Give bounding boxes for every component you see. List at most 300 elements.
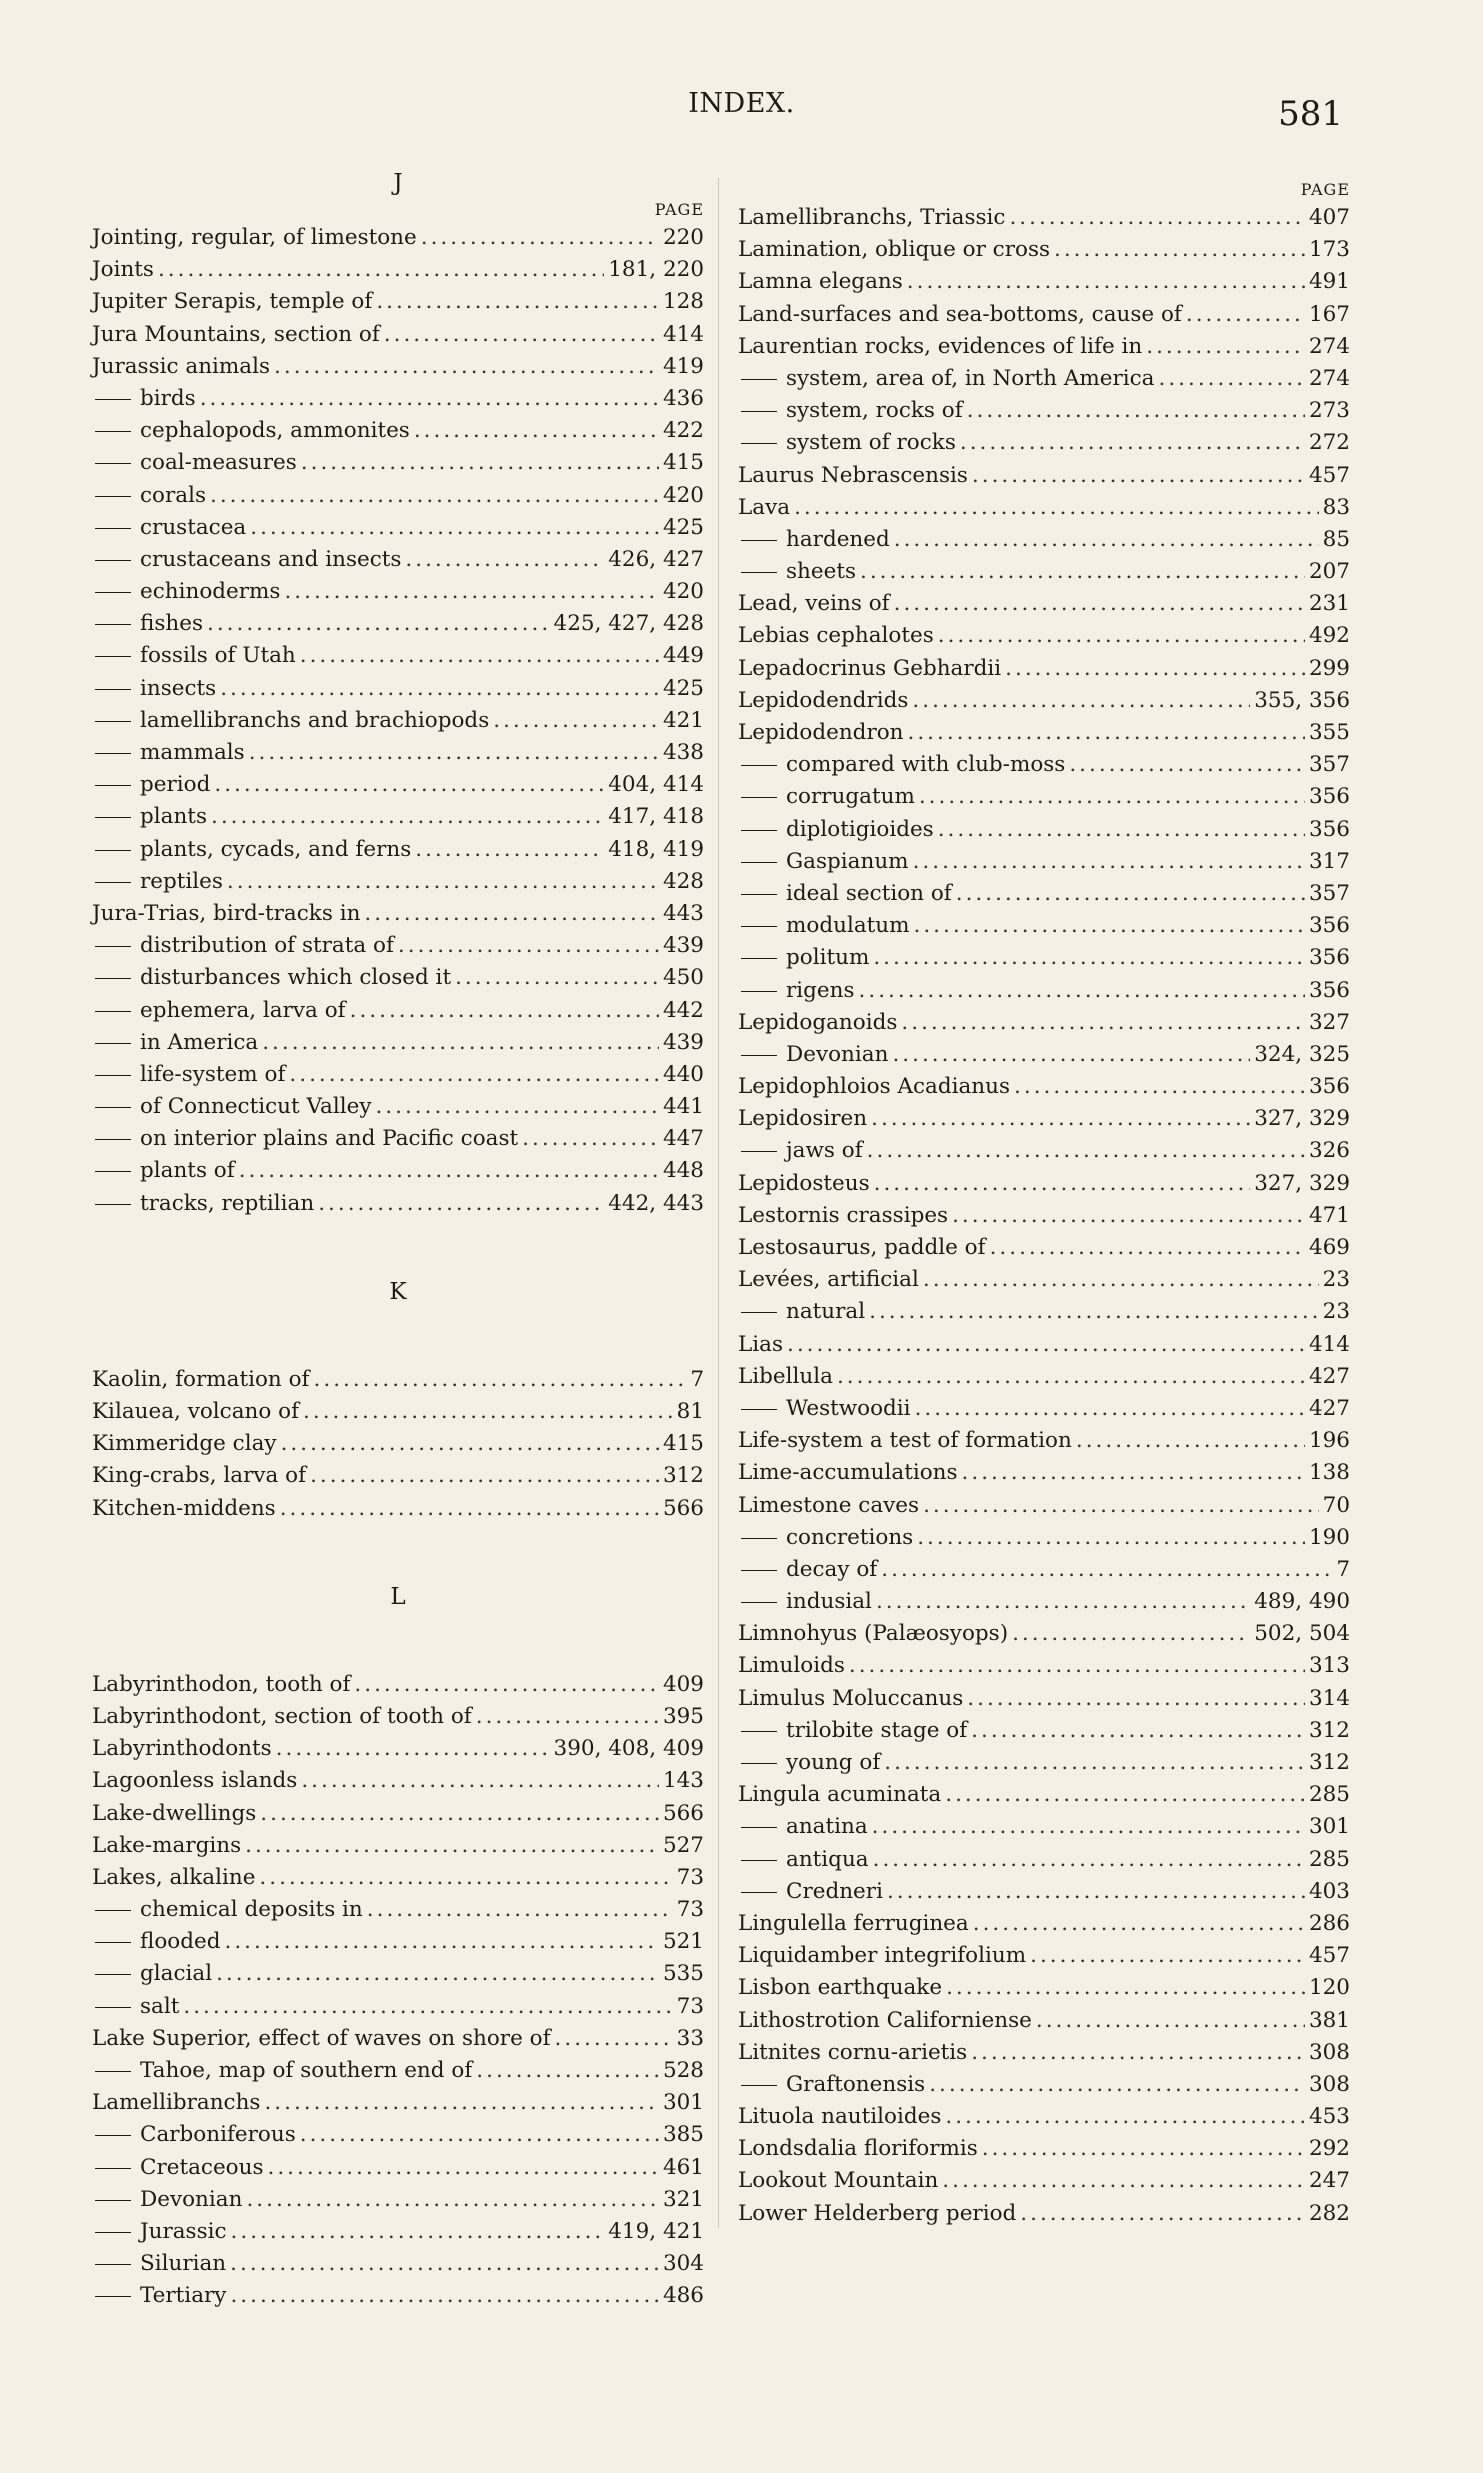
- section-letter-k: K: [389, 1278, 407, 1305]
- entry-term: Lepidodendrids: [738, 687, 909, 713]
- dot-leader: [859, 975, 1305, 1007]
- entry-term: Lisbon earthquake: [738, 1975, 943, 2001]
- dot-leader: [405, 544, 604, 576]
- entry-term: insects: [92, 673, 216, 705]
- entry-term: Labyrinthodont, section of tooth of: [92, 1703, 472, 1729]
- entry-pages: 285: [1308, 1782, 1350, 1808]
- dot-leader: [967, 395, 1305, 427]
- dot-leader: [276, 1733, 550, 1765]
- entry-pages: 471: [1308, 1202, 1350, 1228]
- entry-pages: 247: [1308, 2168, 1350, 2194]
- dot-leader: [262, 1027, 659, 1059]
- index-entry: [92, 1364, 704, 1396]
- dot-leader: [493, 705, 659, 737]
- entry-pages: 420: [662, 482, 704, 508]
- entry-pages: 441: [662, 1094, 704, 1120]
- entry-term: compared with club-moss: [738, 749, 1065, 781]
- entry-pages: 450: [662, 965, 704, 991]
- entry-pages: 414: [1308, 1331, 1350, 1357]
- entry-term: indusial: [738, 1586, 872, 1618]
- entry-term: trilobite stage of: [738, 1715, 967, 1747]
- dot-leader: [245, 1830, 659, 1862]
- index-subentry: [738, 1586, 1350, 1618]
- dot-leader: [1012, 1618, 1250, 1650]
- entry-pages: 356: [1308, 784, 1350, 810]
- entry-pages: 327, 329: [1254, 1170, 1350, 1196]
- index-entry: [738, 234, 1350, 266]
- entry-pages: 427: [1308, 1363, 1350, 1389]
- entry-term: Lamination, oblique or cross: [738, 237, 1051, 263]
- entry-term: ideal section of: [738, 878, 952, 910]
- index-subentry: [92, 383, 704, 415]
- entry-term: Graftonensis: [738, 2069, 925, 2101]
- entry-term: disturbances which closed it: [92, 962, 451, 994]
- dot-leader: [210, 480, 659, 512]
- index-entry: [738, 1200, 1350, 1232]
- entry-pages: 301: [662, 2090, 704, 2116]
- entry-pages: 357: [1308, 752, 1350, 778]
- dot-leader: [894, 524, 1319, 556]
- dot-leader: [849, 1650, 1305, 1682]
- entry-term: Labyrinthodon, tooth of: [92, 1671, 351, 1697]
- dot-leader: [873, 942, 1305, 974]
- index-subentry: [92, 1091, 704, 1123]
- entry-pages: 492: [1308, 623, 1350, 649]
- entry-term: Lamellibranchs: [92, 2090, 261, 2116]
- dot-leader: [1036, 2005, 1305, 2037]
- index-entry: [92, 254, 704, 286]
- dot-leader: [227, 866, 659, 898]
- entry-term: Lamna elegans: [738, 269, 903, 295]
- index-subentry: [738, 1876, 1350, 1908]
- index-entry: [92, 1798, 704, 1830]
- entry-pages: 453: [1308, 2104, 1350, 2130]
- index-subentry: [738, 556, 1350, 588]
- dot-leader: [913, 846, 1305, 878]
- section-gap: [92, 1316, 704, 1364]
- dot-leader: [971, 1715, 1305, 1747]
- dot-leader: [220, 673, 659, 705]
- entry-term: reptiles: [92, 866, 223, 898]
- entry-term: Limestone caves: [738, 1492, 920, 1518]
- entry-pages: 461: [662, 2154, 704, 2180]
- entry-pages: 356: [1308, 977, 1350, 1003]
- entry-pages: 404, 414: [608, 772, 704, 798]
- entry-term: coal-measures: [92, 447, 297, 479]
- entry-pages: 357: [1308, 880, 1350, 906]
- index-entry: [738, 620, 1350, 652]
- section-gap: [92, 1525, 704, 1573]
- dot-leader: [301, 447, 659, 479]
- entry-term: Lebias cephalotes: [738, 623, 934, 649]
- entry-pages: 457: [1308, 1943, 1350, 1969]
- index-subentry: [738, 1135, 1350, 1167]
- dot-leader: [264, 2087, 658, 2119]
- dot-leader: [300, 2119, 659, 2151]
- index-entry: [738, 1457, 1350, 1489]
- dot-leader: [873, 1844, 1305, 1876]
- entry-pages: 313: [1308, 1653, 1350, 1679]
- entry-pages: 7: [1336, 1556, 1350, 1582]
- entry-pages: 274: [1308, 365, 1350, 391]
- entry-pages: 355, 356: [1254, 687, 1350, 713]
- index-subentry: [738, 781, 1350, 813]
- index-subentry: [738, 1296, 1350, 1328]
- entry-pages: 167: [1308, 301, 1350, 327]
- index-subentry: [92, 544, 704, 576]
- entry-pages: 321: [662, 2186, 704, 2212]
- entry-pages: 299: [1308, 655, 1350, 681]
- entry-term: corals: [92, 480, 206, 512]
- entry-term: sheets: [738, 556, 856, 588]
- index-subentry: [738, 1844, 1350, 1876]
- dot-leader: [274, 351, 659, 383]
- dot-leader: [945, 1779, 1305, 1811]
- index-subentry: [738, 1715, 1350, 1747]
- index-subentry: [738, 1522, 1350, 1554]
- entry-pages: 469: [1308, 1235, 1350, 1260]
- entry-pages: 425, 427, 428: [553, 611, 704, 637]
- entry-pages: 85: [1322, 526, 1350, 552]
- dot-leader: [971, 2037, 1305, 2069]
- entry-term: Jura Mountains, section of: [92, 321, 380, 347]
- dot-leader: [421, 222, 659, 254]
- entry-term: cephalopods, ammonites: [92, 415, 410, 447]
- entry-pages: 274: [1308, 333, 1350, 359]
- entry-pages: 528: [662, 2058, 704, 2083]
- entry-pages: 73: [676, 1897, 704, 1923]
- dot-leader: [787, 1329, 1305, 1361]
- dot-leader: [1014, 1071, 1305, 1103]
- index-entry: [738, 1425, 1350, 1457]
- dot-leader: [384, 319, 659, 351]
- entry-pages: 566: [662, 1495, 704, 1521]
- entry-pages: 381: [1308, 2007, 1350, 2033]
- dot-leader: [938, 620, 1305, 652]
- entry-term: Lakes, alkaline: [92, 1864, 256, 1890]
- page-header: [0, 88, 1483, 138]
- index-entry: [738, 1071, 1350, 1103]
- entry-pages: 120: [1308, 1975, 1350, 2001]
- entry-term: Land-surfaces and sea-bottoms, cause of: [738, 301, 1182, 327]
- entry-term: Laurentian rocks, evidences of life in: [738, 333, 1143, 359]
- entry-term: modulatum: [738, 910, 910, 942]
- entry-term: echinoderms: [92, 576, 280, 608]
- entry-pages: 138: [1308, 1460, 1350, 1486]
- dot-leader: [973, 1908, 1305, 1940]
- dot-leader: [207, 608, 550, 640]
- dot-leader: [354, 1669, 659, 1701]
- entry-term: Lake-dwellings: [92, 1800, 257, 1826]
- entry-pages: 7: [690, 1366, 704, 1392]
- entry-term: Lepidosiren: [738, 1106, 868, 1132]
- dot-leader: [364, 898, 659, 930]
- entry-pages: 231: [1308, 591, 1350, 617]
- entry-pages: 449: [662, 643, 704, 669]
- section-letter-l: L: [390, 1583, 406, 1610]
- entry-term: Lingula acuminata: [738, 1782, 942, 1808]
- dot-leader: [230, 2280, 659, 2312]
- index-subentry: [92, 1027, 704, 1059]
- dot-leader: [1020, 2198, 1305, 2230]
- dot-leader: [314, 1364, 687, 1396]
- index-entry: [738, 1650, 1350, 1682]
- index-entry: [738, 202, 1350, 234]
- entry-term: glacial: [92, 1958, 212, 1990]
- entry-term: Cretaceous: [92, 2152, 264, 2184]
- entry-pages: 308: [1308, 2071, 1350, 2097]
- index-column-right: [738, 178, 1350, 2230]
- entry-term: Jointing, regular, of limestone: [92, 225, 417, 250]
- index-entry: [738, 1683, 1350, 1715]
- index-entry: [92, 222, 704, 254]
- index-subentry: [92, 930, 704, 962]
- entry-term: Lime-accumulations: [738, 1460, 958, 1486]
- entry-pages: 173: [1308, 237, 1350, 263]
- dot-leader: [280, 1493, 659, 1525]
- entry-term: Londsdalia floriformis: [738, 2136, 978, 2162]
- entry-pages: 220: [662, 225, 704, 250]
- entry-term: Jurassic animals: [92, 353, 271, 379]
- index-subentry: [738, 846, 1350, 878]
- entry-pages: 356: [1308, 913, 1350, 939]
- section-gap: [92, 1220, 704, 1268]
- entry-pages: 317: [1308, 848, 1350, 874]
- dot-leader: [894, 588, 1305, 620]
- index-subentry: [92, 447, 704, 479]
- entry-term: Lepidophloios Acadianus: [738, 1074, 1011, 1100]
- entry-term: Devonian: [738, 1039, 888, 1071]
- index-subentry: [92, 2280, 704, 2312]
- entry-pages: 81: [676, 1399, 704, 1424]
- dot-leader: [250, 512, 659, 544]
- entry-term: crustacea: [92, 512, 246, 544]
- entry-pages: 439: [662, 1029, 704, 1055]
- dot-leader: [216, 1958, 659, 1990]
- index-entry: [738, 2037, 1350, 2069]
- entry-term: Devonian: [92, 2184, 242, 2216]
- entry-pages: 448: [662, 1158, 704, 1184]
- index-entry: [738, 1329, 1350, 1361]
- dot-leader: [239, 1155, 659, 1187]
- index-entry: [738, 2005, 1350, 2037]
- index-entry: [92, 1460, 704, 1492]
- entry-term: Lituola nautiloides: [738, 2104, 942, 2130]
- section-gap: [92, 1621, 704, 1669]
- index-subentry: [92, 1894, 704, 1926]
- index-subentry: [92, 2152, 704, 2184]
- dot-leader: [310, 1460, 659, 1492]
- dot-leader: [967, 1683, 1305, 1715]
- entry-pages: 143: [662, 1768, 704, 1794]
- dot-leader: [946, 1972, 1305, 2004]
- entry-pages: 418, 419: [608, 836, 704, 862]
- dot-leader: [945, 2101, 1305, 2133]
- index-entry: [738, 299, 1350, 331]
- dot-leader: [375, 1091, 658, 1123]
- section-letter-j: J: [393, 170, 403, 196]
- dot-leader: [962, 1457, 1305, 1489]
- entry-pages: 407: [1308, 205, 1350, 230]
- dot-leader: [318, 1188, 604, 1220]
- dot-leader: [912, 685, 1250, 717]
- index-entry: [738, 1264, 1350, 1296]
- entry-term: Lepidosteus: [738, 1170, 870, 1196]
- entry-pages: 356: [1308, 816, 1350, 842]
- entry-pages: 23: [1322, 1267, 1350, 1293]
- entry-pages: 436: [662, 385, 704, 411]
- entry-pages: 427: [1308, 1395, 1350, 1421]
- dot-leader: [555, 2023, 673, 2055]
- dot-leader: [415, 834, 604, 866]
- dot-leader: [211, 801, 604, 833]
- dot-leader: [919, 781, 1305, 813]
- dot-leader: [952, 1200, 1305, 1232]
- index-subentry: [92, 576, 704, 608]
- dot-leader: [350, 995, 659, 1027]
- dot-leader: [246, 2184, 659, 2216]
- entry-term: chemical deposits in: [92, 1894, 363, 1926]
- dot-leader: [1054, 234, 1305, 266]
- entry-pages: 535: [662, 1961, 704, 1987]
- index-subentry: [92, 1926, 704, 1958]
- entry-pages: 428: [662, 868, 704, 894]
- index-subentry: [92, 1958, 704, 1990]
- dot-leader: [376, 286, 659, 318]
- entry-term: system, area of, in North America: [738, 363, 1154, 395]
- entry-pages: 457: [1308, 462, 1350, 488]
- entry-pages: 70: [1322, 1492, 1350, 1518]
- dot-leader: [300, 640, 659, 672]
- index-subentry: [738, 1039, 1350, 1071]
- index-subentry: [92, 2184, 704, 2216]
- dot-leader: [303, 1396, 673, 1428]
- entry-term: plants of: [92, 1155, 235, 1187]
- dot-leader: [887, 1876, 1305, 1908]
- entry-pages: 272: [1308, 430, 1350, 456]
- dot-leader: [231, 2216, 605, 2248]
- dot-leader: [1030, 1940, 1305, 1972]
- dot-leader: [929, 2069, 1305, 2101]
- entry-pages: 426, 427: [608, 546, 704, 572]
- index-subentry: [738, 395, 1350, 427]
- entry-term: Levées, artificial: [738, 1267, 919, 1293]
- dot-leader: [881, 1554, 1332, 1586]
- index-entry: [92, 1862, 704, 1894]
- dot-leader: [268, 2152, 659, 2184]
- entry-pages: 355: [1308, 720, 1350, 745]
- dot-leader: [956, 878, 1305, 910]
- dot-leader: [914, 910, 1305, 942]
- entry-term: Jurassic: [92, 2216, 227, 2248]
- index-subentry: [92, 962, 704, 994]
- dot-leader: [860, 556, 1305, 588]
- dot-leader: [908, 717, 1305, 749]
- dot-leader: [990, 1232, 1305, 1264]
- entry-term: Lookout Mountain: [738, 2168, 939, 2194]
- index-subentry: [92, 673, 704, 705]
- entry-pages: 414: [662, 321, 704, 347]
- index-entry: [92, 286, 704, 318]
- dot-leader: [1076, 1425, 1305, 1457]
- entry-term: in America: [92, 1027, 258, 1059]
- dot-leader: [476, 2055, 659, 2087]
- entry-term: Kitchen-middens: [92, 1495, 276, 1521]
- entry-term: Limulus Moluccanus: [738, 1685, 964, 1711]
- dot-leader: [1158, 363, 1304, 395]
- entry-term: Lava: [738, 494, 791, 520]
- entry-pages: 527: [662, 1832, 704, 1858]
- entry-pages: 312: [1308, 1717, 1350, 1743]
- entry-pages: 425: [662, 675, 704, 701]
- index-entry: [92, 1493, 704, 1525]
- dot-leader: [414, 415, 659, 447]
- entry-term: Gaspianum: [738, 846, 909, 878]
- dot-leader: [907, 266, 1305, 298]
- entry-pages: 327, 329: [1254, 1106, 1350, 1132]
- entry-term: distribution of strata of: [92, 930, 394, 962]
- index-entry: [738, 588, 1350, 620]
- index-entry: [92, 1830, 704, 1862]
- entry-term: of Connecticut Valley: [92, 1091, 371, 1123]
- entry-term: Lepidodendron: [738, 720, 904, 745]
- dot-leader: [259, 1862, 672, 1894]
- index-entry: [92, 351, 704, 383]
- index-subentry: [738, 975, 1350, 1007]
- entry-pages: 285: [1308, 1846, 1350, 1872]
- entry-term: Kilauea, volcano of: [92, 1399, 300, 1424]
- dot-leader: [872, 1811, 1305, 1843]
- entry-term: King-crabs, larva of: [92, 1463, 307, 1489]
- index-subentry: [92, 415, 704, 447]
- entry-pages: 326: [1308, 1138, 1350, 1164]
- dot-leader: [892, 1039, 1250, 1071]
- entry-term: Lead, veins of: [738, 591, 890, 617]
- index-subentry: [92, 801, 704, 833]
- dot-leader: [1186, 299, 1305, 331]
- entry-term: ephemera, larva of: [92, 995, 346, 1027]
- index-entry: [738, 1007, 1350, 1039]
- index-subentry: [738, 942, 1350, 974]
- entry-pages: 395: [662, 1703, 704, 1729]
- index-subentry: [92, 1188, 704, 1220]
- entry-term: Lepidoganoids: [738, 1009, 898, 1035]
- index-entry: [738, 2133, 1350, 2165]
- index-entry: [92, 1733, 704, 1765]
- entry-pages: 502, 504: [1254, 1621, 1350, 1647]
- entry-term: Labyrinthodonts: [92, 1736, 272, 1762]
- entry-pages: 442, 443: [608, 1190, 704, 1216]
- entry-pages: 491: [1308, 269, 1350, 295]
- index-subentry: [738, 363, 1350, 395]
- index-subentry: [92, 2119, 704, 2151]
- dot-leader: [230, 2248, 659, 2280]
- entry-pages: 419, 421: [608, 2218, 704, 2244]
- index-subentry: [738, 427, 1350, 459]
- column-divider: [718, 178, 719, 2228]
- dot-leader: [867, 1135, 1305, 1167]
- entry-term: system of rocks: [738, 427, 956, 459]
- entry-pages: 415: [662, 1431, 704, 1457]
- entry-pages: 324, 325: [1254, 1041, 1350, 1067]
- index-subentry: [738, 1747, 1350, 1779]
- entry-term: Jura-Trias, bird-tracks in: [92, 900, 361, 926]
- entry-pages: 417, 418: [608, 804, 704, 830]
- index-entry: [738, 1232, 1350, 1264]
- entry-pages: 312: [662, 1463, 704, 1489]
- entry-term: Lithostrotion Californiense: [738, 2007, 1032, 2033]
- entry-pages: 425: [662, 514, 704, 540]
